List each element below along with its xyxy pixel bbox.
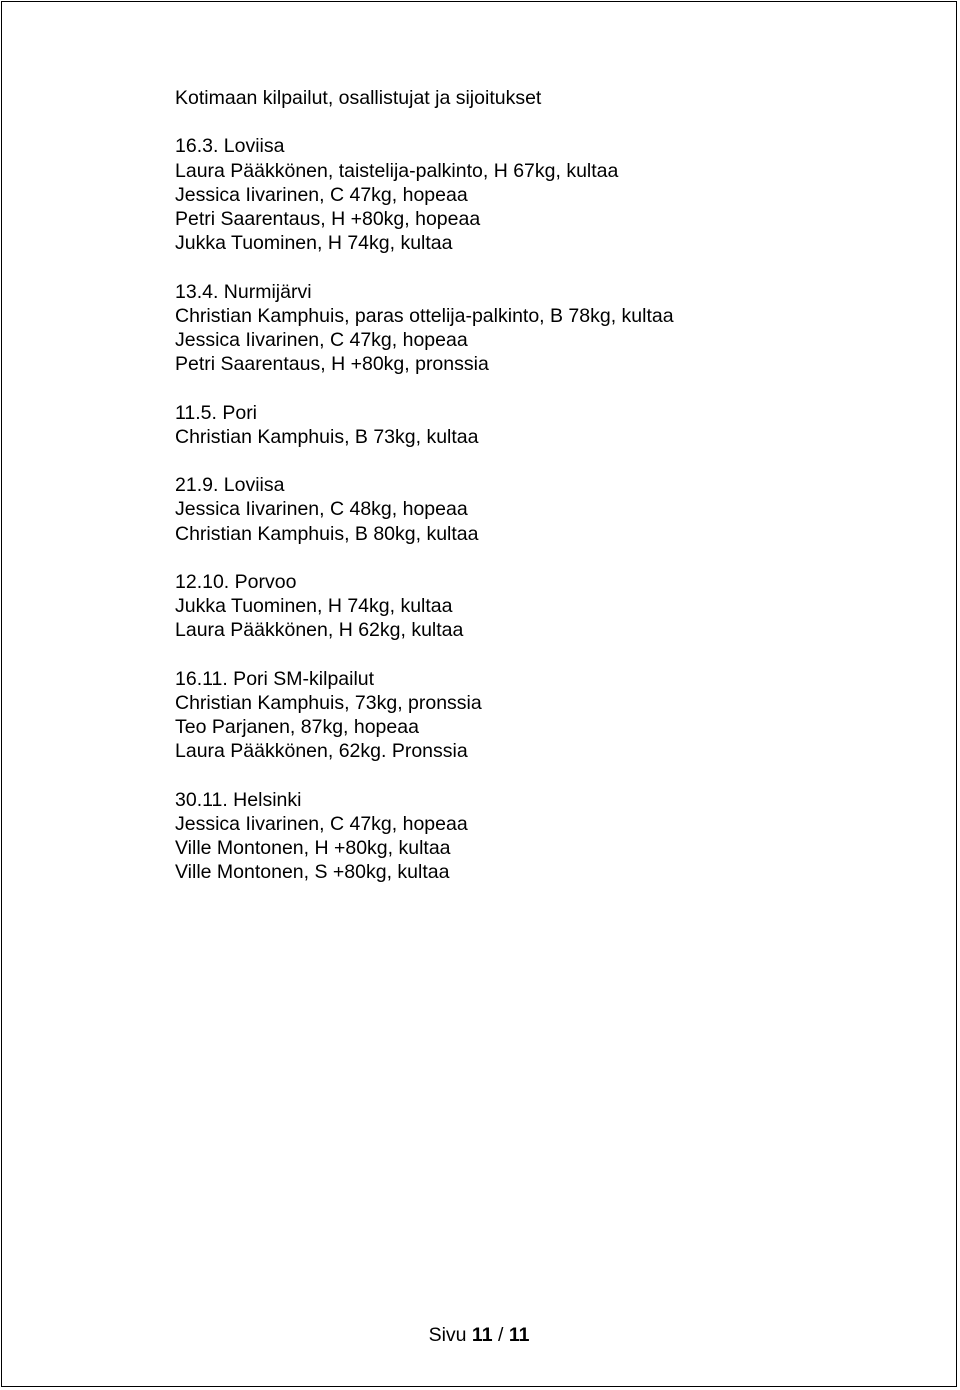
- total-pages-number: 11: [508, 1324, 530, 1346]
- result-entry: Jessica Iivarinen, C 47kg, hopeaa: [175, 183, 468, 206]
- competition-title: 30.11. Helsinki: [175, 788, 302, 811]
- result-entry: Ville Montonen, S +80kg, kultaa: [175, 861, 450, 884]
- result-entry: Christian Kamphuis, B 73kg, kultaa: [175, 425, 479, 448]
- result-entry: Petri Saarentaus, H +80kg, hopeaa: [175, 208, 481, 230]
- competition-section: [175, 401, 895, 449]
- result-entry: Ville Montonen, H +80kg, kultaa: [175, 837, 451, 860]
- competition-title: 16.11. Pori SM-kilpailut: [175, 667, 375, 690]
- document-content: [175, 86, 895, 909]
- competition-title: 13.4. Nurmijärvi: [175, 280, 312, 303]
- result-entry: Jessica Iivarinen, C 48kg, hopeaa: [175, 498, 468, 521]
- result-entry: Christian Kamphuis, 73kg, pronssia: [175, 691, 482, 714]
- competition-section: [175, 788, 895, 885]
- result-entry: Laura Pääkkönen, taistelija-palkinto, H 67kg, kultaa: [175, 159, 619, 182]
- competition-section: [175, 134, 895, 255]
- competition-section: [175, 667, 895, 764]
- document-page: [1, 1, 957, 1387]
- current-page-number: 11: [471, 1324, 493, 1346]
- document-heading: Kotimaan kilpailut, osallistujat ja sijoitukset: [175, 87, 542, 109]
- page-separator: /: [497, 1324, 504, 1346]
- result-entry: Jukka Tuominen, H 74kg, kultaa: [175, 232, 453, 255]
- result-entry: Laura Pääkkönen, H 62kg, kultaa: [175, 619, 464, 642]
- result-entry: Jessica Iivarinen, C 47kg, hopeaa: [175, 812, 468, 835]
- competition-title: 11.5. Pori: [175, 401, 258, 424]
- competition-section: [175, 280, 895, 377]
- result-entry: Teo Parjanen, 87kg, hopeaa: [175, 716, 419, 739]
- competition-section: [175, 570, 895, 643]
- competition-title: 16.3. Loviisa: [175, 135, 285, 158]
- result-entry: Petri Saarentaus, H +80kg, pronssia: [175, 353, 489, 376]
- result-entry: Jukka Tuominen, H 74kg, kultaa: [175, 595, 453, 618]
- page-footer: [2, 1323, 956, 1347]
- result-entry: Laura Pääkkönen, 62kg. Pronssia: [175, 740, 468, 763]
- competition-title: 12.10. Porvoo: [175, 570, 297, 593]
- competition-title: 21.9. Loviisa: [175, 474, 285, 497]
- competition-section: [175, 473, 895, 546]
- page-label: Sivu: [428, 1324, 467, 1346]
- result-entry: Christian Kamphuis, paras ottelija-palkinto, B 78kg, kultaa: [175, 304, 674, 327]
- result-entry: Christian Kamphuis, B 80kg, kultaa: [175, 522, 479, 545]
- result-entry: Jessica Iivarinen, C 47kg, hopeaa: [175, 329, 468, 351]
